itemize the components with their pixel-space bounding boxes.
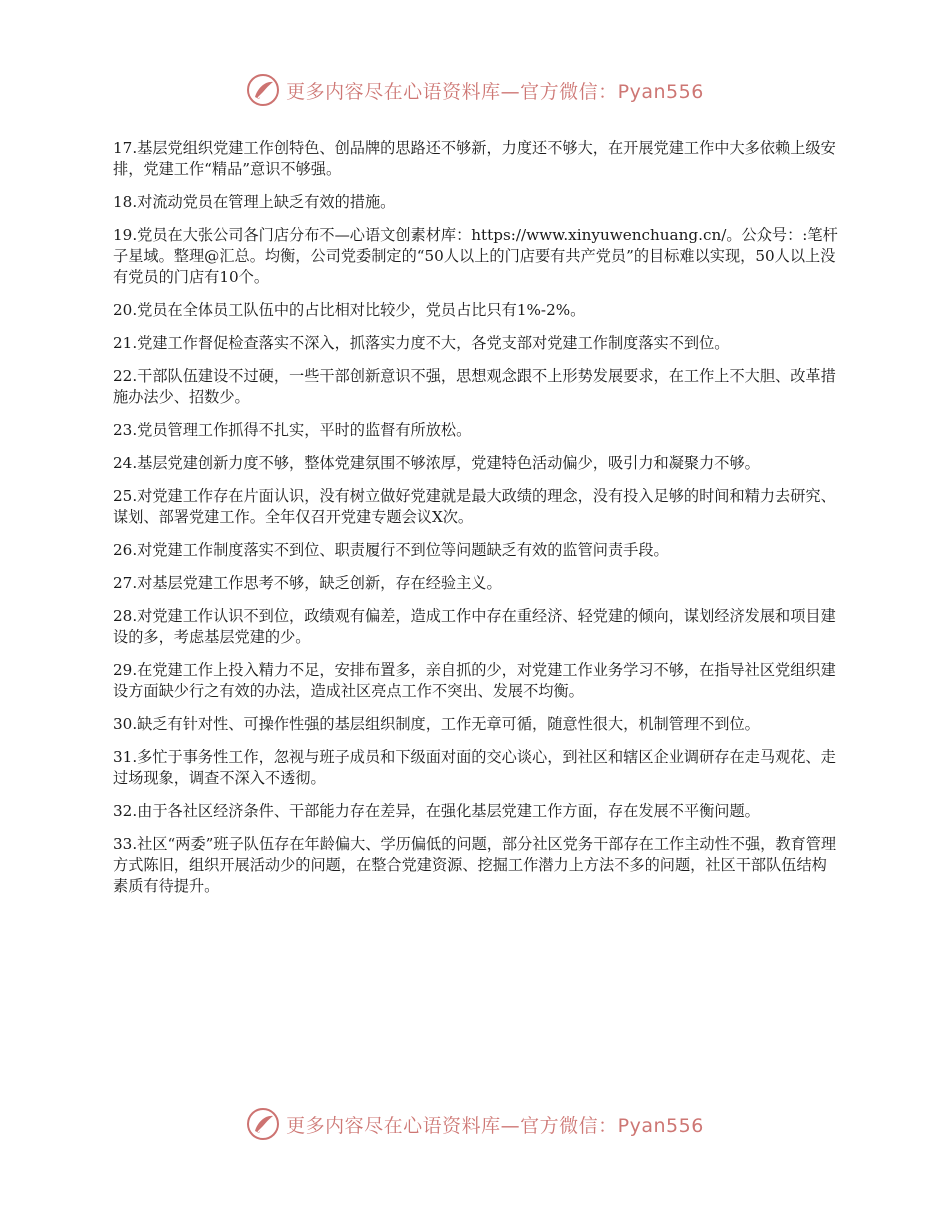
list-item: 20.党员在全体员工队伍中的占比相对比较少，党员占比只有1%-2%。	[113, 301, 586, 319]
list-item: 28.对党建工作认识不到位，政绩观有偏差，造成工作中存在重经济、轻党建的倾向，谋划经济发展和项目建设的多，考虑基层党建的少。	[113, 607, 836, 646]
footer-watermark-banner	[0, 1104, 950, 1144]
header-watermark-text: 更多内容尽在心语资料库—官方微信：Pyan556	[286, 80, 704, 103]
list-item: 31.多忙于事务性工作，忽视与班子成员和下级面对面的交心谈心，到社区和辖区企业调研存在走马观花、走过场现象，调查不深入不透彻。	[113, 748, 836, 787]
list-item: 19.党员在大张公司各门店分布不—心语文创素材库：https://www.xinyuwenchuang.cn/。公众号：:笔杆子星域。整理@汇总。均衡，公司党委制定的“50人以上的门店要有共产党员”的目标难以实现，50人以上没有党员的门店有10个。	[113, 226, 838, 286]
document-body	[113, 138, 841, 909]
list-item: 24.基层党建创新力度不够，整体党建氛围不够浓厚，党建特色活动偏少，吸引力和凝聚力不够。	[113, 454, 760, 472]
list-item: 25.对党建工作存在片面认识，没有树立做好党建就是最大政绩的理念，没有投入足够的时间和精力去研究、谋划、部署党建工作。全年仅召开党建专题会议X次。	[113, 487, 836, 526]
footer-watermark-text: 更多内容尽在心语资料库—官方微信：Pyan556	[286, 1114, 704, 1137]
list-item: 26.对党建工作制度落实不到位、职责履行不到位等问题缺乏有效的监管问责手段。	[113, 541, 669, 559]
list-item: 29.在党建工作上投入精力不足，安排布置多，亲自抓的少，对党建工作业务学习不够，在指导社区党组织建设方面缺少行之有效的办法，造成社区亮点工作不突出、发展不均衡。	[113, 661, 836, 700]
list-item: 17.基层党组织党建工作创特色、创品牌的思路还不够新，力度还不够大，在开展党建工作中大多依赖上级安排，党建工作“精品”意识不够强。	[113, 139, 836, 178]
brand-logo-icon	[246, 73, 280, 107]
header-watermark-banner	[0, 70, 950, 110]
list-item: 33.社区“两委”班子队伍存在年龄偏大、学历偏低的问题，部分社区党务干部存在工作主动性不强，教育管理方式陈旧，组织开展活动少的问题，在整合党建资源、挖掘工作潜力上方法不多的问题，社区干部队伍结构素质有待提升。	[113, 835, 837, 895]
list-item: 23.党员管理工作抓得不扎实，平时的监督有所放松。	[113, 421, 472, 439]
list-item: 32.由于各社区经济条件、干部能力存在差异，在强化基层党建工作方面，存在发展不平衡问题。	[113, 802, 760, 820]
brand-logo-icon	[246, 1107, 280, 1141]
list-item: 18.对流动党员在管理上缺乏有效的措施。	[113, 193, 396, 211]
list-item: 22.干部队伍建设不过硬，一些干部创新意识不强，思想观念跟不上形势发展要求，在工作上不大胆、改革措施办法少、招数少。	[113, 367, 836, 406]
list-item: 30.缺乏有针对性、可操作性强的基层组织制度，工作无章可循，随意性很大，机制管理不到位。	[113, 715, 760, 733]
list-item: 21.党建工作督促检查落实不深入，抓落实力度不大，各党支部对党建工作制度落实不到位。	[113, 334, 730, 352]
list-item: 27.对基层党建工作思考不够，缺乏创新，存在经验主义。	[113, 574, 502, 592]
